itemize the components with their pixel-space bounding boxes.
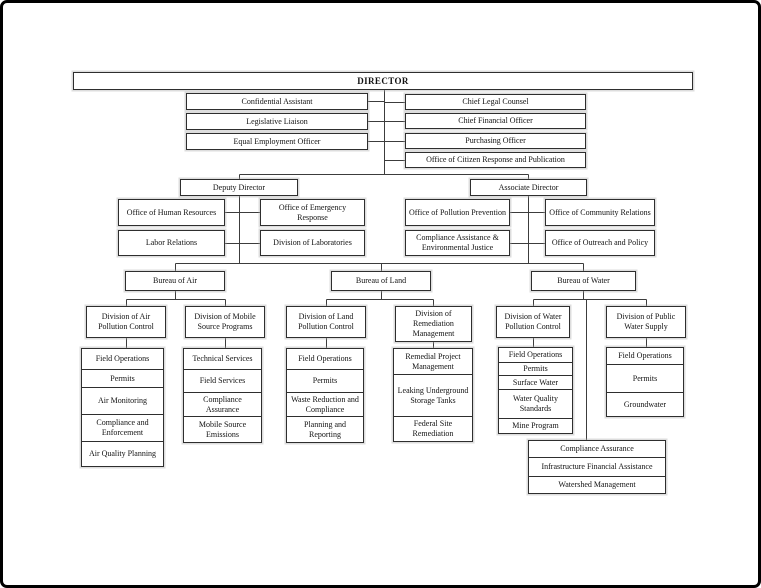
connector-lines bbox=[3, 3, 761, 588]
node-office-of-outreach-and-policy: Office of Outreach and Policy bbox=[545, 230, 655, 256]
stack-public-water-supply bbox=[606, 347, 684, 417]
unit-federal-site-remediation: Federal Site Remediation bbox=[394, 416, 472, 441]
node-division-of-water-pollution-control: Division of Water Pollution Control bbox=[496, 306, 570, 338]
node-associate-director: Associate Director bbox=[470, 179, 587, 196]
node-bureau-of-land: Bureau of Land bbox=[331, 271, 431, 291]
stack-air-pollution-control bbox=[81, 348, 164, 467]
unit-compliance-assurance: Compliance Assurance bbox=[184, 392, 261, 416]
unit-permits: Permits bbox=[499, 362, 572, 375]
unit-field-operations: Field Operations bbox=[95, 354, 150, 364]
unit-field-operations: Field Operations bbox=[298, 354, 352, 364]
unit-leaking-underground-storage-tanks: Leaking Underground Storage Tanks bbox=[394, 374, 472, 416]
unit-waste-reduction-and-compliance: Waste Reduction and Compliance bbox=[287, 392, 363, 416]
unit-groundwater: Groundwater bbox=[607, 392, 683, 416]
unit-permits: Permits bbox=[287, 369, 363, 392]
node-confidential-assistant: Confidential Assistant bbox=[186, 93, 368, 110]
node-office-of-emergency-response: Office of Emergency Response bbox=[260, 199, 365, 226]
unit-compliance-assurance: Compliance Assurance bbox=[560, 444, 634, 454]
node-equal-employment-officer: Equal Employment Officer bbox=[186, 133, 368, 150]
unit-permits: Permits bbox=[82, 369, 163, 387]
unit-remedial-project-management: Remedial Project Management bbox=[405, 351, 461, 371]
unit-air-monitoring: Air Monitoring bbox=[82, 387, 163, 414]
unit-watershed-management: Watershed Management bbox=[529, 476, 665, 493]
node-division-of-laboratories: Division of Laboratories bbox=[260, 230, 365, 256]
unit-air-quality-planning: Air Quality Planning bbox=[82, 441, 163, 466]
node-division-of-mobile-source-programs: Division of Mobile Source Programs bbox=[185, 306, 265, 338]
unit-permits: Permits bbox=[607, 364, 683, 392]
unit-water-quality-standards: Water Quality Standards bbox=[499, 389, 572, 418]
node-bureau-of-air: Bureau of Air bbox=[125, 271, 225, 291]
unit-field-operations: Field Operations bbox=[618, 351, 672, 361]
node-office-of-pollution-prevention: Office of Pollution Prevention bbox=[405, 199, 510, 226]
unit-infrastructure-financial-assistance: Infrastructure Financial Assistance bbox=[529, 457, 665, 476]
node-deputy-director: Deputy Director bbox=[180, 179, 298, 196]
stack-mobile-source-programs bbox=[183, 348, 262, 443]
unit-planning-and-reporting: Planning and Reporting bbox=[287, 416, 363, 442]
node-division-of-air-pollution-control: Division of Air Pollution Control bbox=[86, 306, 166, 338]
node-compliance-assistance-environmental-justice: Compliance Assistance & Environmental Justice bbox=[405, 230, 510, 256]
node-purchasing-officer: Purchasing Officer bbox=[405, 133, 586, 149]
stack-land-pollution-control bbox=[286, 348, 364, 443]
stack-remediation-management bbox=[393, 348, 473, 442]
node-office-of-human-resources: Office of Human Resources bbox=[118, 199, 225, 226]
node-division-of-public-water-supply: Division of Public Water Supply bbox=[606, 306, 686, 338]
unit-field-operations: Field Operations bbox=[508, 350, 563, 360]
node-chief-legal-counsel: Chief Legal Counsel bbox=[405, 94, 586, 110]
node-office-of-community-relations: Office of Community Relations bbox=[545, 199, 655, 226]
node-bureau-of-water: Bureau of Water bbox=[531, 271, 636, 291]
node-labor-relations: Labor Relations bbox=[118, 230, 225, 256]
node-division-of-remediation-management: Division of Remediation Management bbox=[395, 306, 472, 342]
node-chief-financial-officer: Chief Financial Officer bbox=[405, 113, 586, 129]
unit-surface-water: Surface Water bbox=[499, 375, 572, 389]
unit-mobile-source-emissions: Mobile Source Emissions bbox=[184, 416, 261, 442]
stack-water-pollution-control bbox=[498, 347, 573, 434]
node-legislative-liaison: Legislative Liaison bbox=[186, 113, 368, 130]
unit-mine-program: Mine Program bbox=[499, 418, 572, 433]
node-division-of-land-pollution-control: Division of Land Pollution Control bbox=[286, 306, 366, 338]
unit-field-services: Field Services bbox=[184, 369, 261, 392]
stack-water-bureau-programs bbox=[528, 440, 666, 494]
node-office-of-citizen-response-and-publication: Office of Citizen Response and Publication bbox=[405, 152, 586, 168]
unit-technical-services: Technical Services bbox=[192, 354, 253, 364]
node-director: DIRECTOR bbox=[73, 72, 693, 90]
unit-compliance-and-enforcement: Compliance and Enforcement bbox=[82, 414, 163, 441]
